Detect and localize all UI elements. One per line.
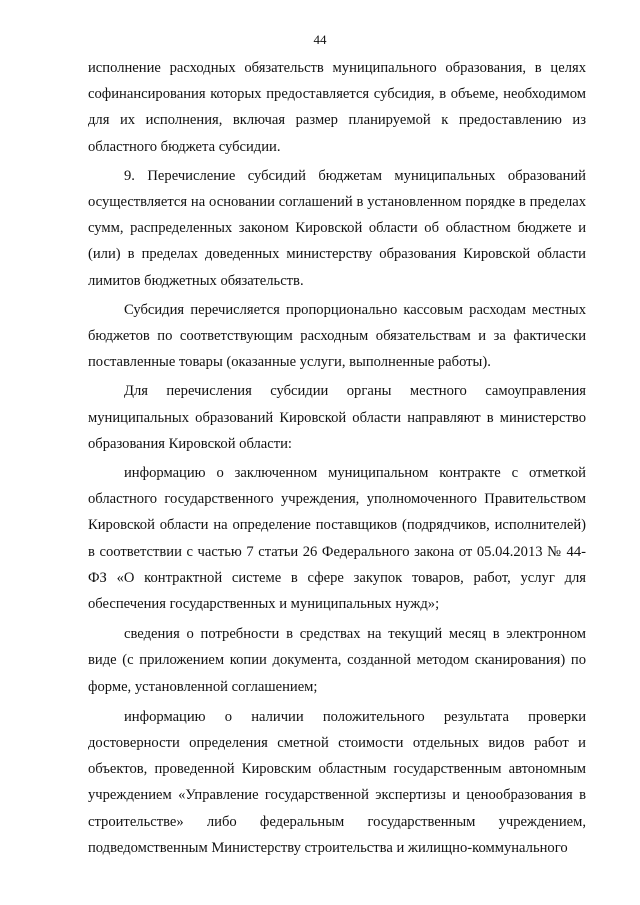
paragraph-continuation: исполнение расходных обязательств муниципального образования, в целях софинансирования которых предоставляется субсидия, в объеме, необходимом для их исполнения, включая размер планируемой к предоставлению из областного бюджета субсидии. [88,60,586,155]
paragraph-contract-info: информацию о заключенном муниципальном контракте с отметкой областного государственного учреждения, уполномоченного Правительством Кировской области на определение поставщиков (подрядчиков, исполнителей) в соответствии с частью 7 статьи 26 Федерального закона от 05.04.2013 № 44-ФЗ «О контрактной системе в сфере закупок товаров, работ, услуг для обеспечения государственных и муниципальных нужд»; [88,465,586,613]
paragraph-item-9: 9. Перечисление субсидий бюджетам муниципальных образований осуществляется на основании соглашений в установленном порядке в пределах сумм, распределенных законом Кировской области об областном бюджете и (или) в пределах доведенных министерству образования Кировской области лимитов бюджетных обязательств. [88,167,586,289]
paragraph-subsidy-transfer: Субсидия перечисляется пропорционально кассовым расходам местных бюджетов по соответствующим расходным обязательствам и за фактически поставленные товары (оказанные услуги, выполненные работы). [88,301,586,371]
paragraph-submission-intro: Для перечисления субсидии органы местного самоуправления муниципальных образований Кировской области направляют в министерство образования Кировской области: [88,383,586,452]
page-number: 44 [313,32,327,47]
paragraph-monthly-needs: сведения о потребности в средствах на текущий месяц в электронном виде (с приложением копии документа, созданной методом сканирования) по форме, установленной соглашением; [88,626,586,695]
document-body [88,55,586,861]
paragraph-estimate-verification: информацию о наличии положительного результата проверки достоверности определения сметной стоимости отдельных видов работ и объектов, проведенной Кировским областным государственным автономным учреждением «Управление государственной экспертизы и ценообразования в строительстве» либо федеральным государственным учреждением, подведомственным Министерству строительства и жилищно-коммунального [88,708,586,856]
